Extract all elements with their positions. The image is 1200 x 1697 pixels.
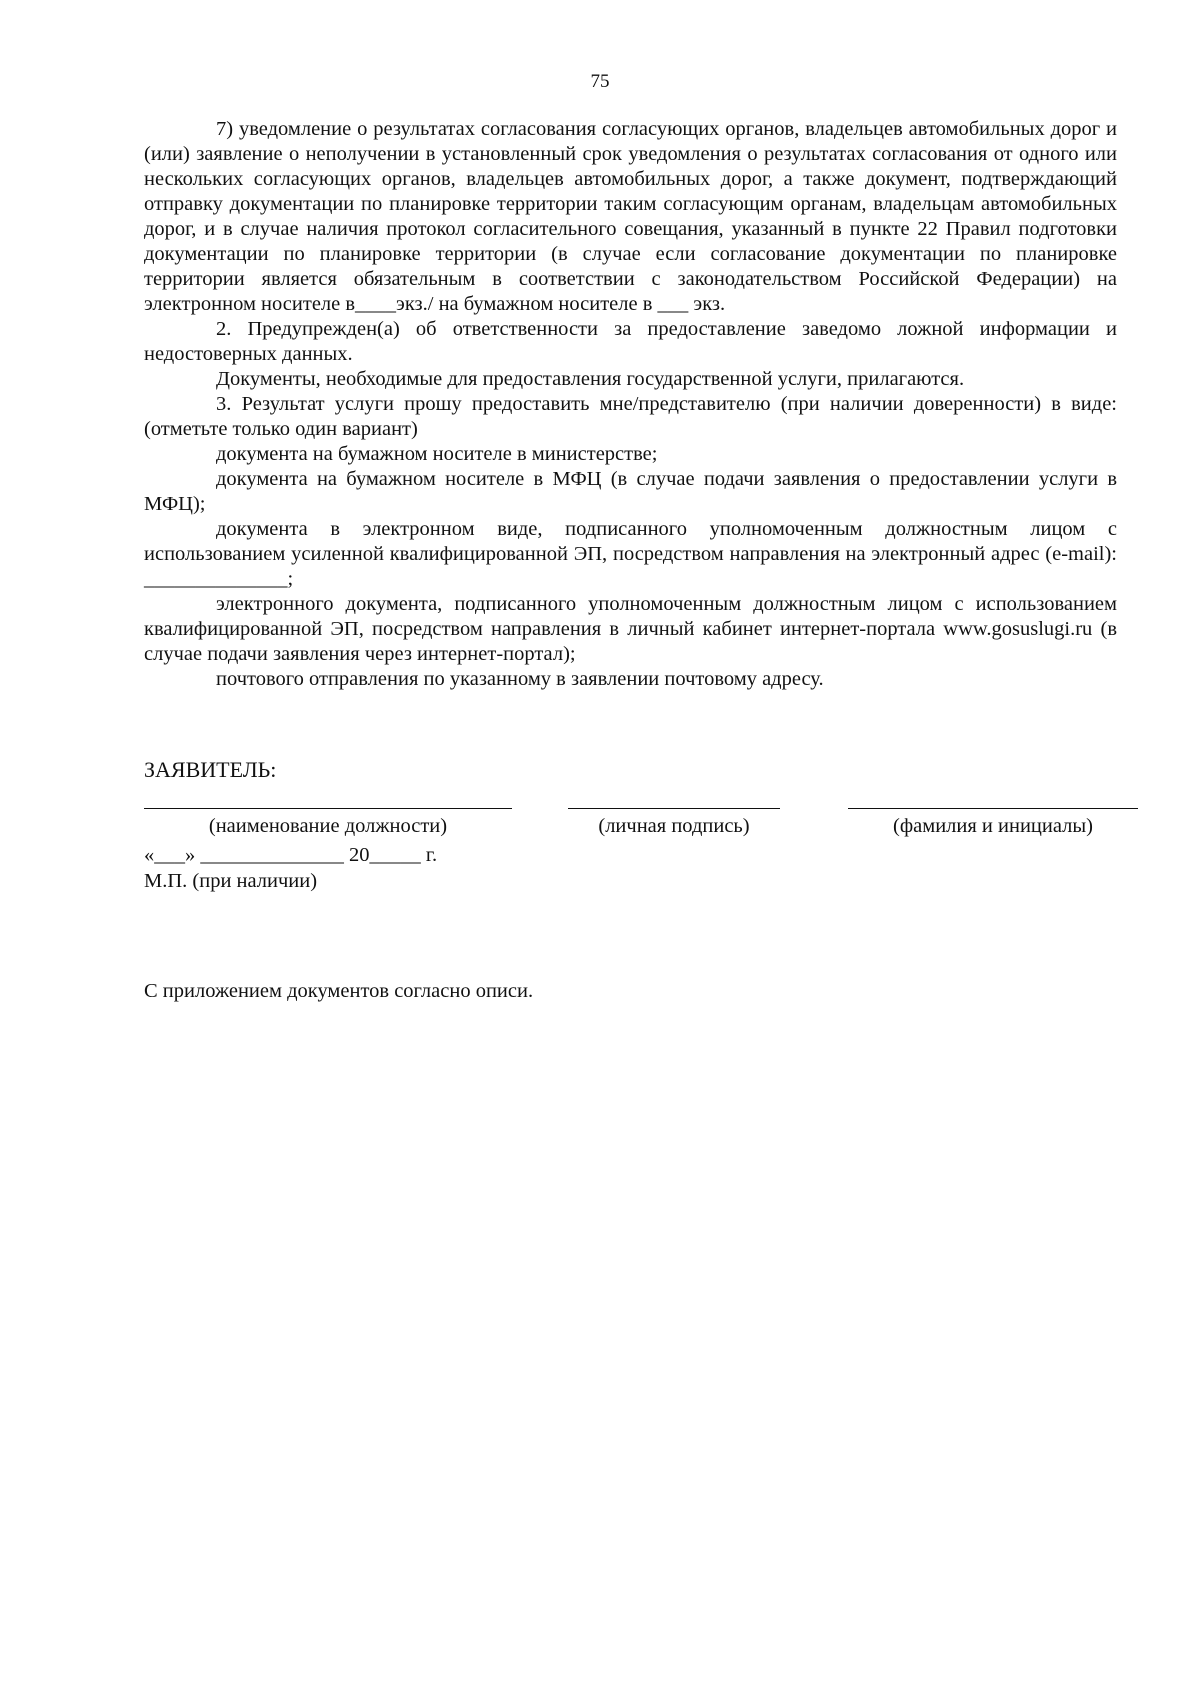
attachments-note: С приложением документов согласно описи.	[144, 980, 534, 1002]
name-line	[848, 808, 1138, 809]
personal-signature-field	[568, 808, 780, 839]
date-line: «___» ______________ 20_____ г.	[144, 844, 438, 866]
paragraph-warning: 2. Предупрежден(а) об ответственности за предоставление заведомо ложной информации и недостоверных данных.	[144, 318, 1117, 365]
option-electronic-email: документа в электронном виде, подписанного уполномоченным должностным лицом с использованием усиленной квалифицированной ЭП, посредством направления на электронный адрес (e-mail): ______________;	[144, 518, 1117, 590]
option-postal: почтового отправления по указанному в заявлении почтовому адресу.	[216, 668, 824, 690]
option-paper-mfc: документа на бумажном носителе в МФЦ (в случае подачи заявления о предоставлении услуги в МФЦ);	[144, 468, 1117, 515]
position-line	[144, 808, 512, 809]
signature-caption: (личная подпись)	[598, 815, 750, 837]
applicant-label: ЗАЯВИТЕЛЬ:	[144, 757, 277, 782]
option-paper-ministry: документа на бумажном носителе в министерстве;	[216, 443, 658, 465]
paragraph-item-7: 7) уведомление о результатах согласования согласующих органов, владельцев автомобильных дорог и (или) заявление о неполучении в установленный срок уведомления о результатах согласования от одного или нескольких согласующих органов, владельцев автомобильных дорог, а также документ, подтверждающий отправку документации по планировке территории таким согласующим органам, владельцам автомобильных дорог, и в случае наличия протокол согласительного совещания, указанный в пункте 22 Правил подготовки документации по планировке территории (в случае если согласование документации по планировке территории является обязательным в соответствии с законодательством Российской Федерации) на электронном носителе в____экз./ на бумажном носителе в ___ экз.	[144, 118, 1117, 315]
page-number: 75	[590, 71, 610, 92]
position-signature-field	[144, 808, 512, 839]
signature-line	[568, 808, 780, 809]
stamp-line: М.П. (при наличии)	[144, 870, 318, 892]
paragraph-result-request: 3. Результат услуги прошу предоставить мне/представителю (при наличии доверенности) в виде: (отметьте только один вариант)	[144, 393, 1117, 440]
position-caption: (наименование должности)	[208, 815, 448, 837]
name-signature-field	[848, 808, 1138, 839]
body-text	[144, 117, 1117, 692]
paragraph-documents-attached: Документы, необходимые для предоставления государственной услуги, прилагаются.	[216, 368, 965, 390]
option-electronic-portal: электронного документа, подписанного уполномоченным должностным лицом с использованием квалифицированной ЭП, посредством направления в личный кабинет интернет-портала www.gosuslugi.ru (в случае подачи заявления через интернет-портал);	[144, 593, 1117, 665]
name-caption: (фамилия и инициалы)	[893, 815, 1093, 837]
